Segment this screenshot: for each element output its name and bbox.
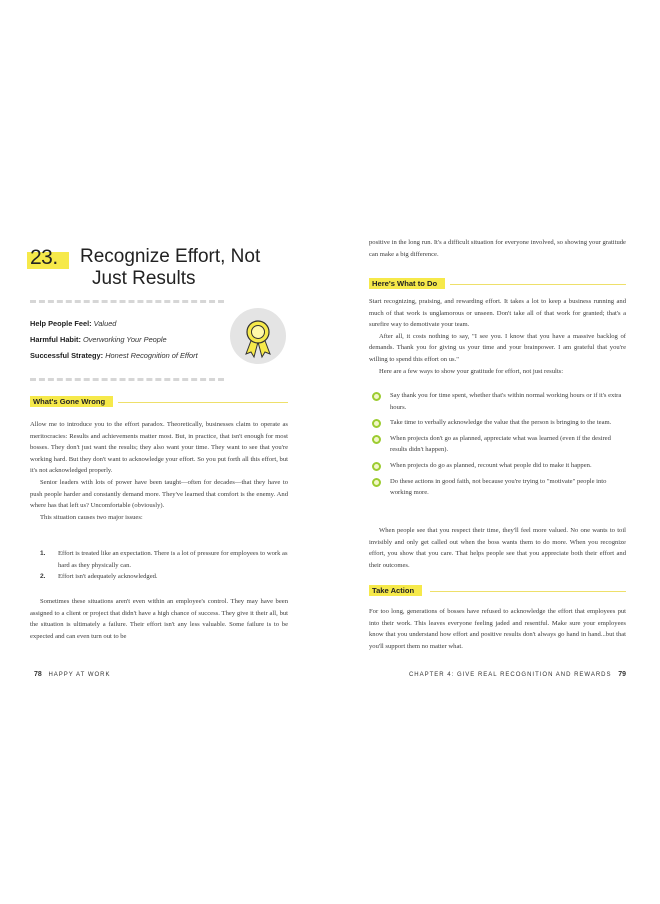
- bullet-circle-icon: [372, 462, 381, 471]
- list-number: 2.: [40, 573, 46, 581]
- meta-habit: [30, 335, 167, 344]
- bullet-circle-icon: [372, 478, 381, 487]
- paragraph: Here are a few ways to show your gratitude for effort, not just results:: [379, 367, 564, 375]
- paragraph: This situation causes two major issues:: [40, 513, 143, 521]
- running-title: CHAPTER 4: GIVE REAL RECOGNITION AND REWARDS: [408, 672, 612, 678]
- bullet-text: When projects don't go as planned, appreciate what was learned (even if the desired results didn't happen).: [390, 434, 611, 454]
- award-ribbon-icon: [230, 308, 286, 364]
- footer-right: [409, 671, 630, 678]
- paragraph: positive in the long run. It's a difficult situation for everyone involved, so showing your gratitude can make a big difference.: [369, 239, 626, 258]
- body-text-right-intro: [369, 237, 626, 260]
- paragraph: Senior leaders with lots of power have been taught—often for decades—that they have to push people harder and constantly demand more. They've learned that comfort is the enemy. And where has that left us? Uncomfortable (obviously).: [30, 478, 288, 510]
- meta-habit-value: Overworking Your People: [82, 335, 167, 344]
- body-text-right-take-action: [369, 606, 626, 652]
- meta-strategy: [30, 351, 198, 360]
- bullet-text: Say thank you for time spent, whether that's within normal working hours or if it's extra hours.: [390, 392, 622, 411]
- list-text: Effort is treated like an expectation. There is a lot of pressure for employees to work as hard as they physically can.: [58, 550, 288, 569]
- bullet-item: [369, 476, 626, 499]
- bullet-text: Take time to verbally acknowledge the value that the person is bringing to the team.: [390, 419, 612, 427]
- footer-left: [30, 671, 110, 678]
- meta-feel-value: Valued: [93, 319, 117, 328]
- list-item: [30, 548, 288, 571]
- body-text-right-after-bullets: [369, 525, 626, 571]
- bullet-circle-icon: [372, 419, 381, 428]
- paragraph: Sometimes these situations aren't even within an employee's control. They may have been assigned to a client or project that didn't have a high chance of success. They give it their all, but the situation is ultimately a failure. Their effort isn't any less valuable. Some failure is to be expected and can even turn out to be: [30, 598, 288, 640]
- body-text-right: [369, 296, 626, 377]
- divider-top: [30, 300, 224, 303]
- bullet-item: [369, 433, 626, 456]
- section-heading-whats-gone-wrong: What's Gone Wrong: [30, 396, 113, 407]
- list-item: [30, 571, 288, 583]
- right-page: [330, 0, 660, 904]
- list-number: 1.: [40, 550, 46, 557]
- meta-feel-label: Help People Feel:: [30, 319, 92, 328]
- divider-bottom: [30, 378, 224, 381]
- paragraph: When people see that you respect their time, they'll feel more valued. No one wants to toil invisibly and only get called out when the boss wants them to do more. When you recognize effort, you show that you care. That helps people see that you appreciate both their effort and their outcomes.: [369, 527, 626, 569]
- section-heading-heres-what-to-do: Here's What to Do: [369, 278, 445, 289]
- paragraph: For too long, generations of bosses have refused to acknowledge the effort that employees put into their work. This leaves everyone feeling jaded and resentful. Make sure your employees know that you understand how effort and positive results don't always go hand in hand...but that you'll support them no matter what.: [369, 608, 626, 650]
- section-rule: [430, 591, 626, 592]
- meta-strategy-value: Honest Recognition of Effort: [105, 351, 198, 360]
- list-text: Effort isn't adequately acknowledged.: [58, 573, 158, 581]
- bullet-text: When projects do go as planned, recount what people did to make it happen.: [390, 461, 592, 469]
- paragraph: After all, it costs nothing to say, "I see you. I know that you have a massive backlog of demands. Thank you for giving us your time and your brainpower. I am grateful that you're willing to spend this effort on us.": [369, 332, 626, 363]
- page-number: 79: [618, 671, 626, 678]
- page-number: 78: [34, 671, 42, 678]
- body-text-left-closing: [30, 596, 288, 642]
- paragraph: Start recognizing, praising, and rewarding effort. It takes a lot to keep a business running and much of that work is unglamorous or unseen. Don't take all of that work for granted; that's a surefire way to demotivate your team.: [369, 298, 626, 329]
- bullet-list: [369, 390, 626, 503]
- paragraph: Allow me to introduce you to the effort paradox. Theoretically, businesses claim to operate as meritocracies: Results and achievements matter most. But, in practice, that isn't enough for most bosses. They don't just want the results; they also want your time. They want to see that you're working hard. But they don't want to acknowledge your effort. So you put forth all this effort, but it's not acknowledged properly.: [30, 421, 288, 475]
- meta-strategy-label: Successful Strategy:: [30, 351, 104, 360]
- numbered-list: [30, 548, 288, 583]
- chapter-title-line1: Recognize Effort, Not: [80, 246, 261, 267]
- bullet-circle-icon: [372, 392, 381, 401]
- bullet-item: [369, 417, 626, 429]
- bullet-circle-icon: [372, 435, 381, 444]
- chapter-number: 23.: [30, 246, 58, 269]
- body-text-left: [30, 419, 288, 523]
- bullet-item: [369, 390, 626, 413]
- meta-habit-label: Harmful Habit:: [30, 335, 81, 344]
- section-rule: [450, 284, 626, 285]
- section-rule: [118, 402, 288, 403]
- chapter-title-line2: Just Results: [92, 268, 196, 289]
- bullet-item: [369, 460, 626, 472]
- chapter-title: [80, 246, 280, 290]
- bullet-text: Do these actions in good faith, not because you're trying to "motivate" people into working more.: [390, 477, 607, 497]
- section-heading-take-action: Take Action: [369, 585, 422, 596]
- running-title: HAPPY AT WORK: [48, 672, 111, 678]
- meta-feel: [30, 319, 116, 328]
- award-ribbon-svg: [230, 308, 286, 364]
